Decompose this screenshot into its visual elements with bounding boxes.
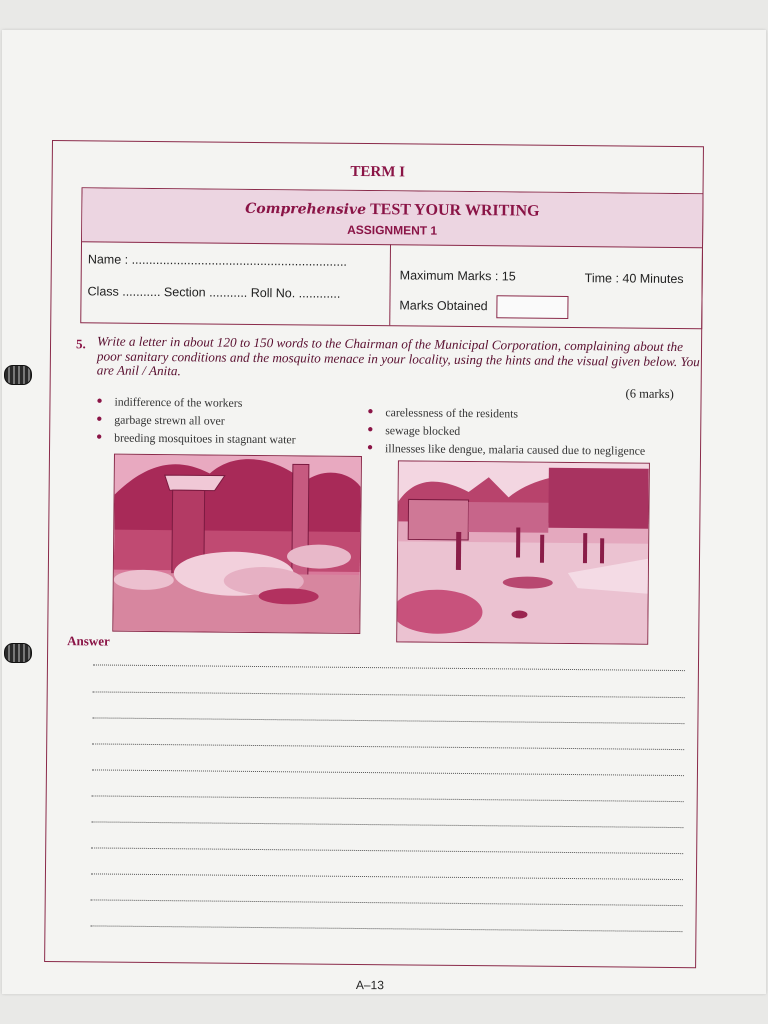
hints-list-right	[365, 404, 706, 461]
bullet-icon: ●	[96, 413, 103, 425]
garbage-photo	[112, 454, 362, 634]
bullet-icon: ●	[96, 431, 103, 443]
answer-line[interactable]	[91, 846, 683, 854]
hint-item: ● carelessness of the residents	[367, 405, 519, 421]
worksheet-page	[2, 30, 766, 994]
answer-line[interactable]	[92, 768, 684, 776]
name-field: Name : ..............................................................	[87, 252, 348, 269]
answer-line[interactable]	[92, 742, 684, 750]
bullet-icon: ●	[96, 395, 103, 407]
marks-obtained-label: Marks Obtained	[399, 298, 488, 314]
answer-label: Answer	[67, 633, 110, 649]
question-text: Write a letter in about 120 to 150 words to the Chairman of the Municipal Corporation, complaining about the poor sanitary conditions and the mosquito menace in your locality, using the hints and the visual given below. You are Anil / Anita.	[96, 333, 700, 379]
binder-ring	[4, 365, 32, 385]
binder-ring	[4, 643, 32, 663]
street-photo-graphic	[397, 461, 649, 643]
question-marks: (6 marks)	[625, 386, 674, 401]
maximum-marks: Maximum Marks : 15	[399, 268, 516, 284]
answer-line[interactable]	[92, 794, 684, 802]
time-allowed: Time : 40 Minutes	[584, 271, 684, 287]
term-heading: TERM I	[350, 163, 406, 181]
answer-line[interactable]	[93, 690, 685, 698]
street-photo	[396, 460, 650, 644]
test-title-main: TEST YOUR WRITING	[369, 201, 540, 220]
page-number: A–13	[355, 977, 384, 993]
answer-line[interactable]	[90, 924, 682, 932]
answer-line[interactable]	[92, 716, 684, 724]
test-title	[82, 198, 702, 222]
hint-item: ● illnesses like dengue, malaria caused due to negligence	[367, 441, 646, 458]
answer-line[interactable]	[91, 898, 683, 906]
hint-item: ● indifference of the workers	[96, 394, 243, 410]
bullet-icon: ●	[367, 442, 374, 454]
assignment-label: ASSIGNMENT 1	[347, 222, 438, 238]
hints-list-left	[94, 393, 395, 450]
title-band	[82, 188, 702, 248]
marks-obtained-box	[496, 295, 568, 319]
question-number: 5.	[75, 336, 86, 352]
answer-line[interactable]	[93, 663, 685, 671]
assignment-header	[80, 187, 703, 329]
bullet-icon: ●	[367, 406, 374, 418]
class-section-roll-field: Class ........... Section ........... Roll No. ............	[87, 284, 341, 301]
hint-item: ● garbage strewn all over	[96, 412, 225, 428]
test-title-script: Comprehensive	[245, 200, 367, 219]
bullet-icon: ●	[367, 424, 374, 436]
answer-line[interactable]	[91, 820, 683, 828]
hint-item: ● breeding mosquitoes in stagnant water	[96, 430, 296, 447]
assignment-frame	[44, 140, 704, 993]
answer-line[interactable]	[91, 872, 683, 880]
header-divider	[389, 244, 391, 325]
garbage-photo-graphic	[113, 455, 361, 633]
hint-item: ● sewage blocked	[367, 423, 461, 438]
